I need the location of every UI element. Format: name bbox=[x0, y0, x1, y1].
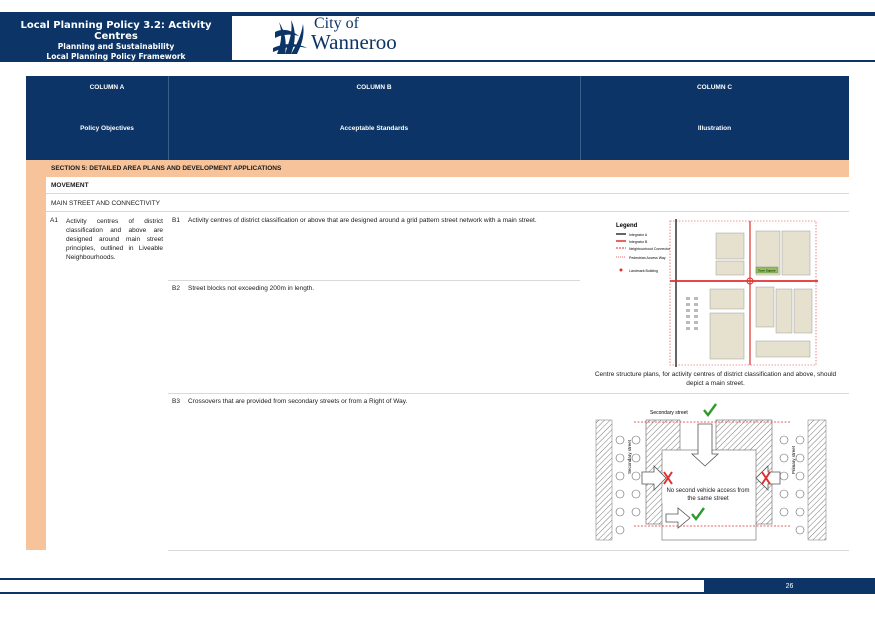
header-banner bbox=[0, 12, 232, 62]
standard-b2-cell bbox=[168, 281, 581, 394]
standard-label: B3 bbox=[172, 398, 180, 405]
standard-label: B1 bbox=[172, 217, 180, 224]
legend-item: Integrator B bbox=[629, 240, 648, 244]
column-divider bbox=[168, 76, 169, 160]
secondary-street-label: Secondary street bbox=[650, 410, 688, 416]
column-divider bbox=[580, 76, 581, 160]
legend-item: Pedestrian Access Way bbox=[629, 256, 666, 260]
page-number: 26 bbox=[704, 580, 875, 594]
standard-text: Activity centres of district classification or above that are designed around a grid pattern street network with a main street. bbox=[188, 217, 537, 224]
illustration-centre-structure bbox=[580, 213, 849, 394]
standard-b3-cell bbox=[168, 394, 581, 551]
illustration-crossovers bbox=[580, 394, 849, 551]
footer-rule-bottom bbox=[0, 592, 704, 594]
column-b-sub: Acceptable Standards bbox=[339, 125, 409, 132]
header-rule-bottom bbox=[232, 60, 875, 62]
document-framework: Local Planning Policy Framework bbox=[46, 52, 186, 61]
document-subtitle: Planning and Sustainability bbox=[57, 42, 175, 51]
centre-structure-plan bbox=[610, 217, 822, 369]
subheading-movement: MOVEMENT bbox=[46, 177, 849, 194]
column-c-header bbox=[580, 76, 849, 160]
legend-item: Landmark Building bbox=[629, 269, 658, 273]
standard-text: Street blocks not exceeding 200m in length. bbox=[188, 285, 315, 292]
column-a-sub: Policy Objectives bbox=[80, 125, 134, 132]
legend-title: Legend bbox=[616, 223, 638, 229]
illustration-caption: Centre structure plans, for activity centres of district classification and above, should depict a main street. bbox=[594, 371, 837, 387]
column-c-label: COLUMN C bbox=[696, 84, 733, 91]
logo-wanneroo: Wanneroo bbox=[311, 30, 397, 54]
column-b-header bbox=[168, 76, 580, 160]
group-heading: MAIN STREET AND CONNECTIVITY bbox=[46, 195, 849, 212]
standard-b1-cell bbox=[168, 213, 581, 281]
standard-text: Crossovers that are provided from secondary streets or from a Right of Way. bbox=[188, 398, 408, 405]
document-title: Local Planning Policy 3.2: Activity Centres bbox=[20, 20, 212, 42]
column-b-label: COLUMN B bbox=[356, 84, 392, 91]
column-c-sub: Illustration bbox=[697, 125, 732, 132]
crossover-diagram bbox=[594, 402, 828, 542]
left-street-label: Secondary street bbox=[627, 439, 632, 474]
objective-text: Activity centres of district classification and above are designed around main street principles, outlined in Liveable Neighbourhoods. bbox=[66, 218, 163, 261]
header-strip bbox=[26, 76, 46, 160]
legend-item: Neighbourhood Connector bbox=[629, 247, 671, 251]
legend-item: Integrator A bbox=[629, 233, 648, 237]
standard-label: B2 bbox=[172, 285, 180, 292]
policy-objective-cell bbox=[46, 213, 169, 550]
objective-label: A1 bbox=[50, 217, 58, 224]
logo-city-of: City of bbox=[314, 15, 359, 32]
section-heading: SECTION 5: DETAILED AREA PLANS AND DEVELOPMENT APPLICATIONS bbox=[46, 160, 849, 177]
crossover-note: No second vehicle access from the same street bbox=[662, 487, 754, 503]
column-a-label: COLUMN A bbox=[89, 84, 125, 91]
right-street-label: Primary street bbox=[791, 445, 796, 474]
column-a-header bbox=[46, 76, 168, 160]
town-square-tag: Town Square bbox=[758, 268, 776, 273]
